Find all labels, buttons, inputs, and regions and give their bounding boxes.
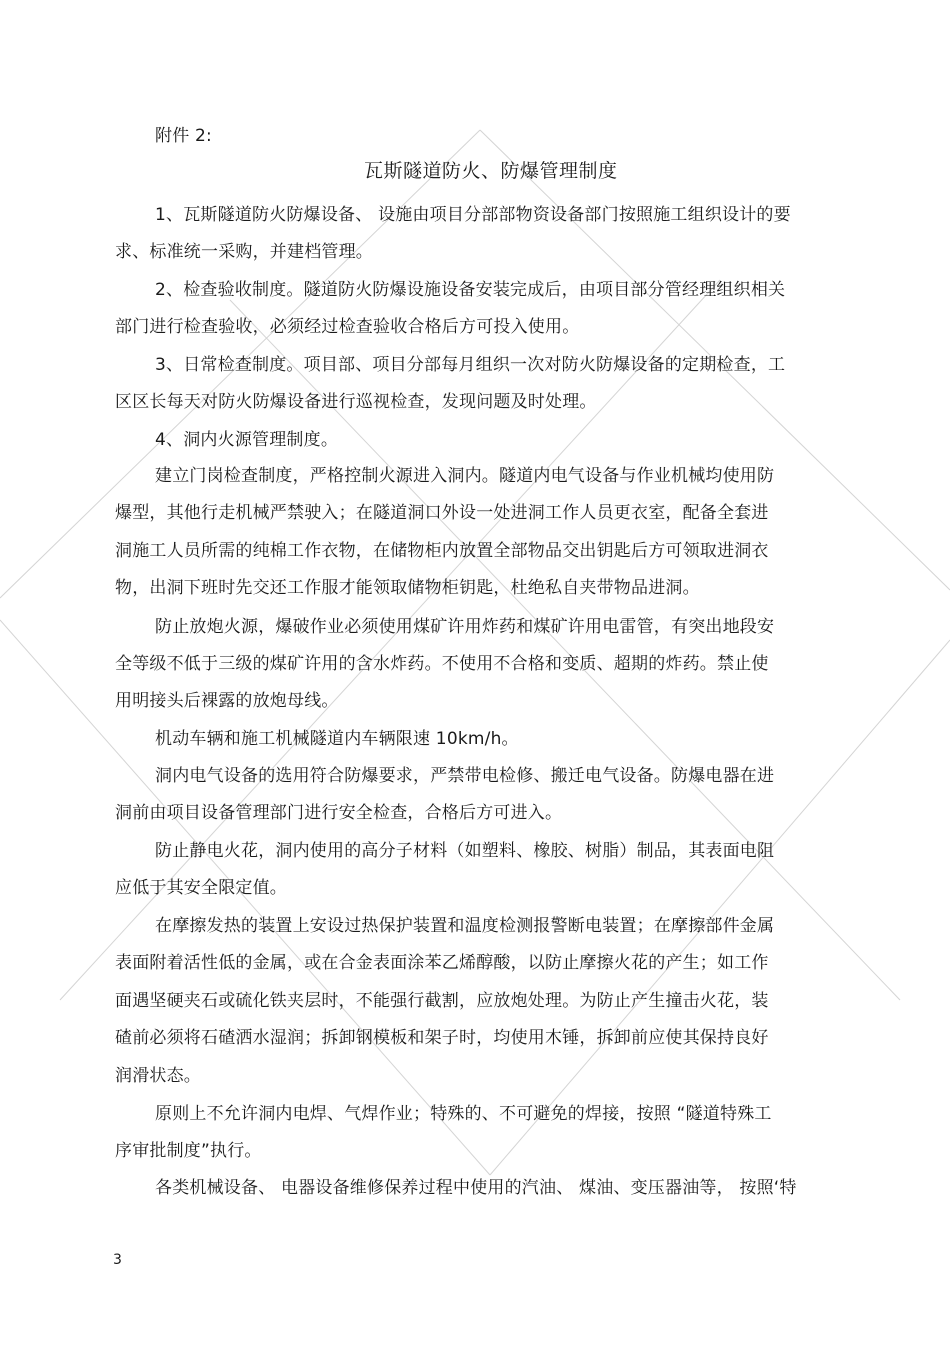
body-line: 求、标准统一采购，并建档管理。 xyxy=(115,242,373,262)
body-line: 区区长每天对防火防爆设备进行巡视检查，发现问题及时处理。 xyxy=(115,392,597,412)
page-number: 3 xyxy=(113,1252,122,1268)
body-line: 洞内电气设备的选用符合防爆要求，严禁带电检修、搬迁电气设备。防爆电器在进 xyxy=(155,766,775,786)
attachment-label: 附件 2: xyxy=(155,126,212,146)
document-title: 瓦斯隧道防火、防爆管理制度 xyxy=(364,160,618,182)
body-line: 防止静电火花，洞内使用的高分子材料（如塑料、橡胶、树脂）制品，其表面电阻 xyxy=(155,841,775,861)
body-line: 部门进行检查验收，必须经过检查验收合格后方可投入使用。 xyxy=(115,317,580,337)
body-line: 碴前必须将石碴洒水湿润；拆卸钢模板和架子时，均使用木锤，拆卸前应使其保持良好 xyxy=(115,1028,769,1048)
body-line: 面遇坚硬夹石或硫化铁夹层时，不能强行截割，应放炮处理。为防止产生撞击火花，装 xyxy=(115,991,769,1011)
body-line: 物，出洞下班时先交还工作服才能领取储物柜钥匙，杜绝私自夹带物品进洞。 xyxy=(115,578,700,598)
body-line: 洞前由项目设备管理部门进行安全检查，合格后方可进入。 xyxy=(115,803,563,823)
body-line: 机动车辆和施工机械隧道内车辆限速 10km/h。 xyxy=(155,729,519,749)
body-line: 在摩擦发热的装置上安设过热保护装置和温度检测报警断电装置；在摩擦部件金属 xyxy=(155,916,775,936)
body-line: 建立门岗检查制度，严格控制火源进入洞内。隧道内电气设备与作业机械均使用防 xyxy=(155,466,775,486)
body-line: 防止放炮火源，爆破作业必须使用煤矿许用炸药和煤矿许用电雷管，有突出地段安 xyxy=(155,617,775,637)
body-line: 用明接头后裸露的放炮母线。 xyxy=(115,691,339,711)
body-line: 应低于其安全限定值。 xyxy=(115,878,287,898)
body-line: 4、洞内火源管理制度。 xyxy=(155,430,339,450)
body-line: 3、日常检查制度。项目部、项目分部每月组织一次对防火防爆设备的定期检查，工 xyxy=(155,355,786,375)
body-line: 洞施工人员所需的纯棉工作衣物，在储物柜内放置全部物品交出钥匙后方可领取进洞衣 xyxy=(115,541,769,561)
body-line: 2、检查验收制度。隧道防火防爆设施设备安装完成后，由项目部分管经理组织相关 xyxy=(155,280,786,300)
body-line: 序审批制度”执行。 xyxy=(115,1141,262,1161)
body-line: 表面附着活性低的金属，或在合金表面涂苯乙烯醇酸，以防止摩擦火花的产生；如工作 xyxy=(115,953,769,973)
body-line: 全等级不低于三级的煤矿许用的含水炸药。不使用不合格和变质、超期的炸药。禁止使 xyxy=(115,654,769,674)
body-line: 原则上不允许洞内电焊、气焊作业；特殊的、不可避免的焊接，按照 “隧道特殊工 xyxy=(155,1104,772,1124)
body-line: 爆型，其他行走机械严禁驶入；在隧道洞口外设一处进洞工作人员更衣室，配备全套进 xyxy=(115,503,769,523)
body-line: 各类机械设备、 电器设备维修保养过程中使用的汽油、 煤油、变压器油等， 按照‘特 xyxy=(155,1178,797,1198)
body-line: 1、瓦斯隧道防火防爆设备、 设施由项目分部部物资设备部门按照施工组织设计的要 xyxy=(155,205,791,225)
body-line: 润滑状态。 xyxy=(115,1066,201,1086)
